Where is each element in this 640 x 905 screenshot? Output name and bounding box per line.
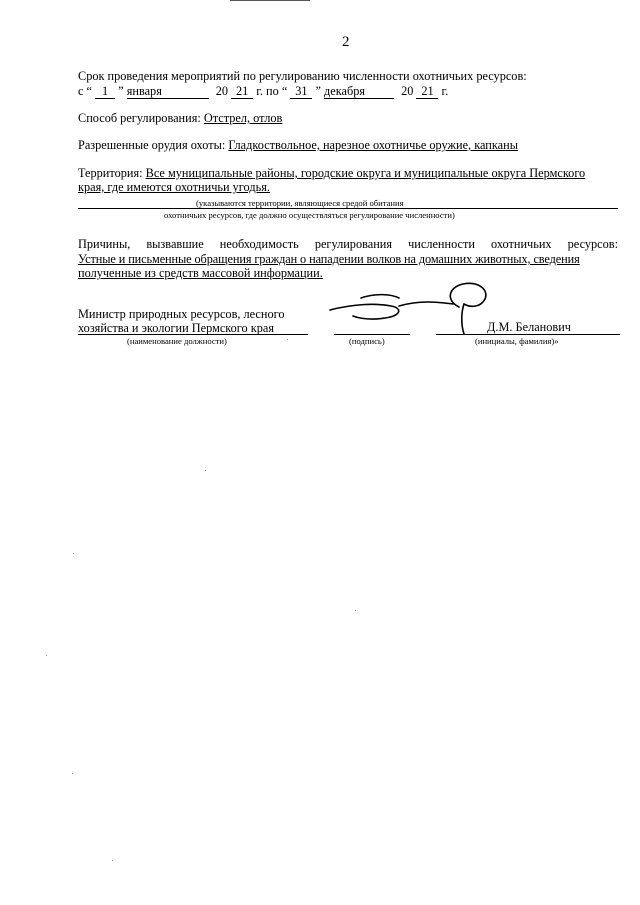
weapons-value: Гладкоствольное, нарезное охотничье оружие, капканы [228,138,518,152]
period-label: Срок проведения мероприятий по регулированию численности охотничьих ресурсов: [78,69,527,83]
scan-speck [287,339,288,340]
position-rule [78,334,308,335]
territory-value-line1: Все муниципальные районы, городские округа и муниципальные округа Пермского [145,166,586,180]
from-year: 21 [231,85,253,99]
name-caption: (инициалы, фамилия)» [475,336,559,346]
territory-note-line2: охотничьих ресурсов, где должно осуществляться регулирование численности) [164,210,455,220]
period-mid: г. по “ [256,84,288,98]
from-prefix: с “ [78,84,92,98]
scan-speck [355,610,356,611]
territory-note-line1: (указываются территории, являющиеся средой обитания [196,198,404,208]
year-suffix: г. [441,84,449,98]
page-number: 2 [342,34,350,50]
year-prefix-1: 20 [215,84,229,98]
scan-speck [46,655,47,656]
from-month: января [127,85,209,99]
from-day: 1 [95,85,115,99]
handwritten-signature [325,280,500,342]
position-caption: (наименование должности) [127,336,227,346]
to-quote-close: ” [315,84,321,98]
scan-edge-mark [230,0,310,1]
territory-label: Территория: [78,166,143,180]
to-year: 21 [416,85,438,99]
method-row [78,111,282,126]
method-value: Отстрел, отлов [203,111,283,125]
year-prefix-2: 20 [401,84,414,98]
position-line1: Министр природных ресурсов, лесного [78,307,285,321]
to-day: 31 [290,85,312,99]
weapons-row [78,138,518,153]
scan-speck [205,470,206,471]
reasons-label: Причины, вызвавшие необходимость регулирования численности охотничьих ресурсов: [78,237,618,251]
scan-speck [73,553,74,554]
from-quote-close: ” [118,84,124,98]
name-value: Д.М. Беланович [487,320,571,334]
method-label: Способ регулирования: [78,111,201,125]
territory-value-line2: края, где имеются охотничьи угодья. [78,180,270,194]
position-line2: хозяйства и экологии Пермского края [78,321,274,335]
weapons-label: Разрешенные орудия охоты: [78,138,226,152]
reasons-value-line2: полученные из средств массовой информации. [78,266,323,280]
signature-caption: (подпись) [349,336,385,346]
to-month: декабря [324,85,394,99]
reasons-value-line1: Устные и письменные обращения граждан о нападении волков на домашних животных, сведения [78,252,580,266]
scan-speck [112,860,113,861]
scan-speck [72,773,73,774]
period-dates [78,84,448,99]
